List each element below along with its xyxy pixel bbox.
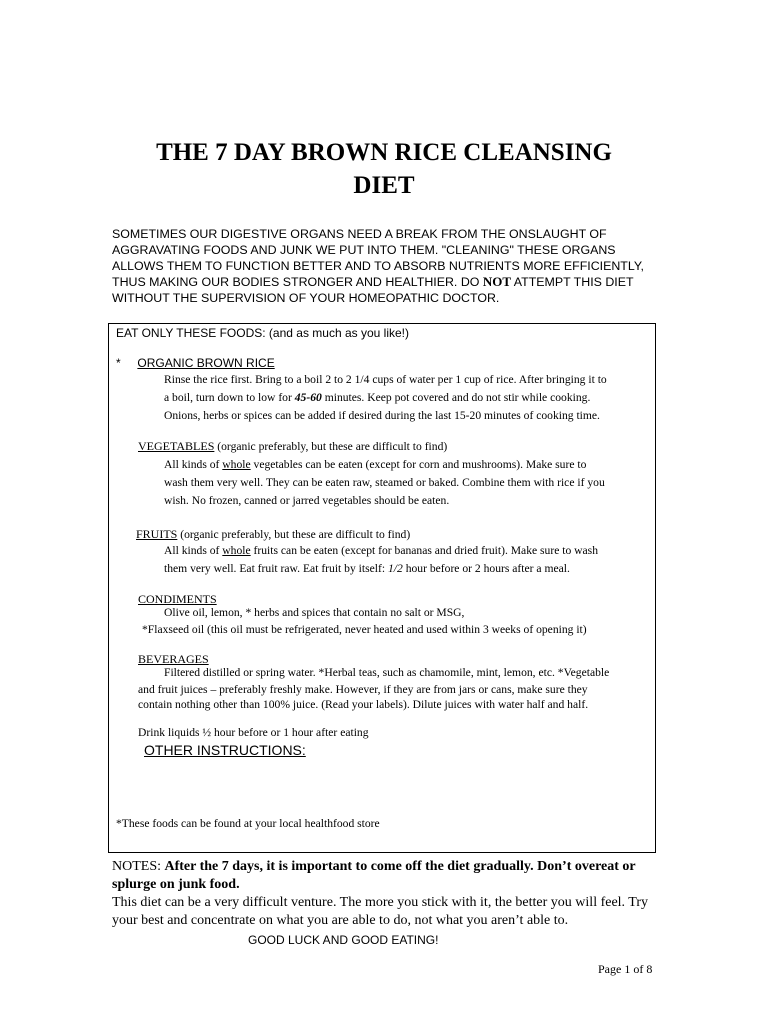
vegetables-section-heading [138,437,447,456]
condiments-line: Olive oil, lemon, * herbs and spices that contain no salt or MSG, [164,606,465,619]
closing-line: GOOD LUCK AND GOOD EATING! [248,933,439,947]
notes-line [112,876,672,894]
fruits-line [164,560,598,578]
fruits-text: All kinds of [164,544,223,557]
box-footnote: *These foods can be found at your local healthfood store [116,817,380,830]
intro-line [112,274,672,290]
intro-paragraph [112,226,672,306]
rice-line: Rinse the rice first. Bring to a boil 2 to 2 1/4 cups of water per 1 cup of rice. After bringing it to [164,373,607,386]
beverages-line: contain nothing other than 100% juice. (Read your labels). Dilute juices with water half and half. [138,698,589,711]
rice-instructions [164,371,607,425]
notes-line: your best and concentrate on what you are able to do, not what you aren’t able to. [112,913,569,928]
fruits-instructions [164,542,598,578]
box-heading: EAT ONLY THESE FOODS: (and as much as you like!) [116,326,409,340]
bullet-marker: * [116,356,121,370]
rice-line [164,389,607,407]
intro-line: AGGRAVATING FOODS AND JUNK WE PUT INTO THEM. "CLEANING" THESE ORGANS [112,243,616,257]
vegetables-line: wish. No frozen, canned or jarred vegetables should be eaten. [164,494,450,507]
intro-text: THUS MAKING OUR BODIES STRONGER AND HEALTHIER. DO [112,275,483,289]
vegetables-instructions [164,456,605,510]
rice-time: 45-60 [294,391,322,404]
fruits-heading: FRUITS [136,527,178,541]
notes-label: NOTES: [112,859,165,874]
page-title [0,136,768,202]
intro-line: ALLOWS THEM TO FUNCTION BETTER AND TO ABSORB NUTRIENTS MORE EFFICIENTLY, [112,259,644,273]
notes-line [112,858,672,876]
title-line-1: THE 7 DAY BROWN RICE CLEANSING [156,139,612,166]
fruits-time: 1/2 [387,562,403,575]
vegetables-note: (organic preferably, but these are difficult to find) [214,440,448,453]
intro-line: WITHOUT THE SUPERVISION OF YOUR HOMEOPATHIC DOCTOR. [112,291,500,305]
rice-section-heading [116,354,275,372]
page-number: Page 1 of 8 [598,962,653,976]
vegetables-text: All kinds of [164,458,223,471]
rice-text: a boil, turn down to low for [164,391,295,404]
fruits-emphasis: whole [222,544,251,557]
condiments-line: *Flaxseed oil (this oil must be refrigerated, never heated and used within 3 weeks of opening it) [142,623,587,636]
other-instructions-heading: OTHER INSTRUCTIONS: [144,742,306,758]
condiments-heading: CONDIMENTS [138,592,217,606]
fruits-text: fruits can be eaten (except for bananas and dried fruit). Make sure to wash [250,544,598,557]
beverages-line: Drink liquids ½ hour before or 1 hour after eating [138,726,369,739]
fruits-note: (organic preferably, but these are difficult to find) [177,528,411,541]
vegetables-line [164,456,605,474]
beverages-line: Filtered distilled or spring water. *Herbal teas, such as chamomile, mint, lemon, etc. *Vegetable [164,666,610,679]
rice-text: minutes. Keep pot covered and do not stir while cooking. [321,391,591,404]
notes-section [112,858,672,930]
notes-bold-text: splurge on junk food. [112,877,240,892]
fruits-text: hour before or 2 hours after a meal. [402,562,570,575]
rice-line: Onions, herbs or spices can be added if desired during the last 15-20 minutes of cooking time. [164,409,600,422]
vegetables-line: wash them very well. They can be eaten raw, steamed or baked. Combine them with rice if you [164,476,605,489]
fruits-line [164,542,598,560]
vegetables-heading: VEGETABLES [138,439,215,453]
notes-line: This diet can be a very difficult venture. The more you stick with it, the better you will feel. Try [112,895,649,910]
vegetables-text: vegetables can be eaten (except for corn and mushrooms). Make sure to [250,458,587,471]
rice-heading: ORGANIC BROWN RICE [137,356,275,370]
title-line-2: DIET [353,172,415,199]
intro-emphasis: NOT [482,274,512,289]
notes-bold-text: After the 7 days, it is important to come off the diet gradually. Don’t overeat or [164,859,636,874]
beverages-line: and fruit juices – preferably freshly make. However, if they are from jars or cans, make sure they [138,683,588,696]
fruits-text: them very well. Eat fruit raw. Eat fruit by itself: [164,562,388,575]
vegetables-emphasis: whole [222,458,251,471]
intro-line: SOMETIMES OUR DIGESTIVE ORGANS NEED A BREAK FROM THE ONSLAUGHT OF [112,227,607,241]
intro-text: ATTEMPT THIS DIET [511,275,634,289]
beverages-heading: BEVERAGES [138,652,209,666]
